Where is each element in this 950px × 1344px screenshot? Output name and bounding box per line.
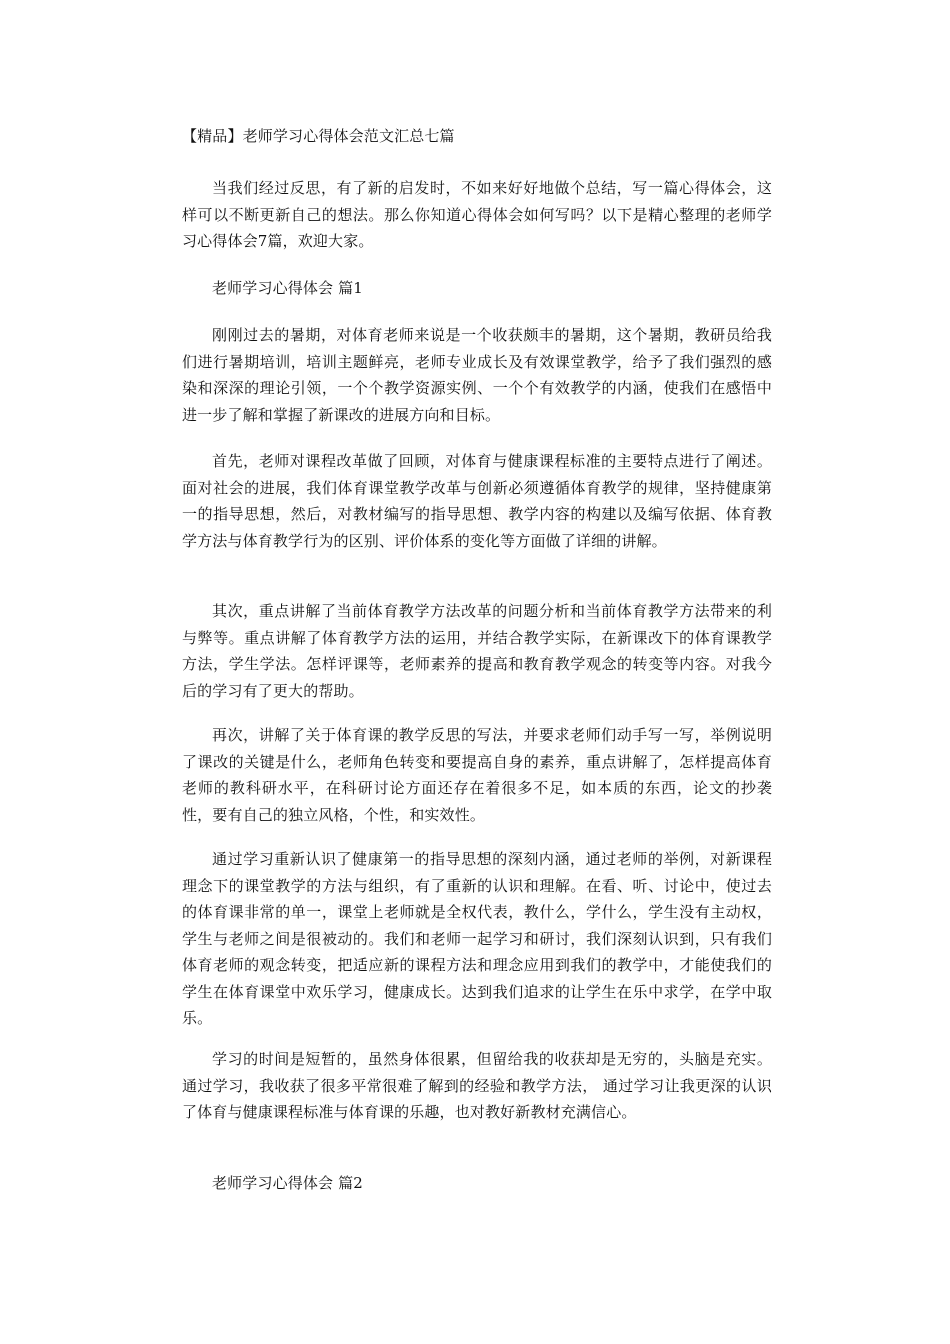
section-1-paragraph-1: 刚刚过去的暑期，对体育老师来说是一个收获颇丰的暑期，这个暑期，教研员给我们进行暑期培训，培训主题鲜亮，老师专业成长及有效课堂教学，给予了我们强烈的感染和深深的理论引领，一个个教学资源实例、一个个有效教学的内涵，使我们在感悟中进一步了解和掌握了新课改的进展方向和目标。 — [182, 326, 772, 424]
section-heading-1: 老师学习心得体会 篇1 — [212, 279, 363, 297]
section-1-paragraph-4: 再次，讲解了关于体育课的教学反思的写法，并要求老师们动手写一写，举例说明了课改的关键是什么，老师角色转变和要提高自身的素养，重点讲解了，怎样提高体育老师的教科研水平，在科研讨论方面还存在着很多不足，如本质的东西，论文的抄袭性，要有自己的独立风格，个性，和实效性。 — [182, 726, 772, 824]
intro-paragraph: 当我们经过反思，有了新的启发时，不如来好好地做个总结，写一篇心得体会，这样可以不断更新自己的想法。那么你知道心得体会如何写吗？以下是精心整理的老师学习心得体会7篇，欢迎大家。 — [182, 179, 772, 250]
section-1-paragraph-3: 其次，重点讲解了当前体育教学方法改革的问题分析和当前体育教学方法带来的利与弊等。重点讲解了体育教学方法的运用，并结合教学实际，在新课改下的体育课教学方法，学生学法。怎样评课等，老师素养的提高和教育教学观念的转变等内容。对我今后的学习有了更大的帮助。 — [182, 602, 772, 700]
document-title: 【精品】老师学习心得体会范文汇总七篇 — [182, 127, 455, 145]
section-1-paragraph-5: 通过学习重新认识了健康第一的指导思想的深刻内涵，通过老师的举例，对新课程理念下的课堂教学的方法与组织，有了重新的认识和理解。在看、听、讨论中，使过去的体育课非常的单一，课堂上老师就是全权代表，教什么，学什么，学生没有主动权，学生与老师之间是很被动的。我们和老师一起学习和研讨，我们深刻认识到，只有我们体育老师的观念转变，把适应新的课程方法和理念应用到我们的教学中，才能使我们的学生在体育课堂中欢乐学习，健康成长。达到我们追求的让学生在乐中求学，在学中取乐。 — [182, 850, 772, 1027]
section-1-paragraph-6: 学习的时间是短暂的，虽然身体很累，但留给我的收获却是无穷的，头脑是充实。通过学习，我收获了很多平常很难了解到的经验和教学方法， 通过学习让我更深的认识了体育与健康课程标准与体育课的乐趣，也对教好新教材充满信心。 — [182, 1050, 772, 1121]
section-1-paragraph-2: 首先，老师对课程改革做了回顾，对体育与健康课程标准的主要特点进行了阐述。面对社会的进展，我们体育课堂教学改革与创新必须遵循体育教学的规律，坚持健康第一的指导思想，然后，对教材编写的指导思想、教学内容的构建以及编写依据、体育教学方法与体育教学行为的区别、评价体系的变化等方面做了详细的讲解。 — [182, 452, 772, 550]
section-heading-2: 老师学习心得体会 篇2 — [212, 1174, 363, 1192]
